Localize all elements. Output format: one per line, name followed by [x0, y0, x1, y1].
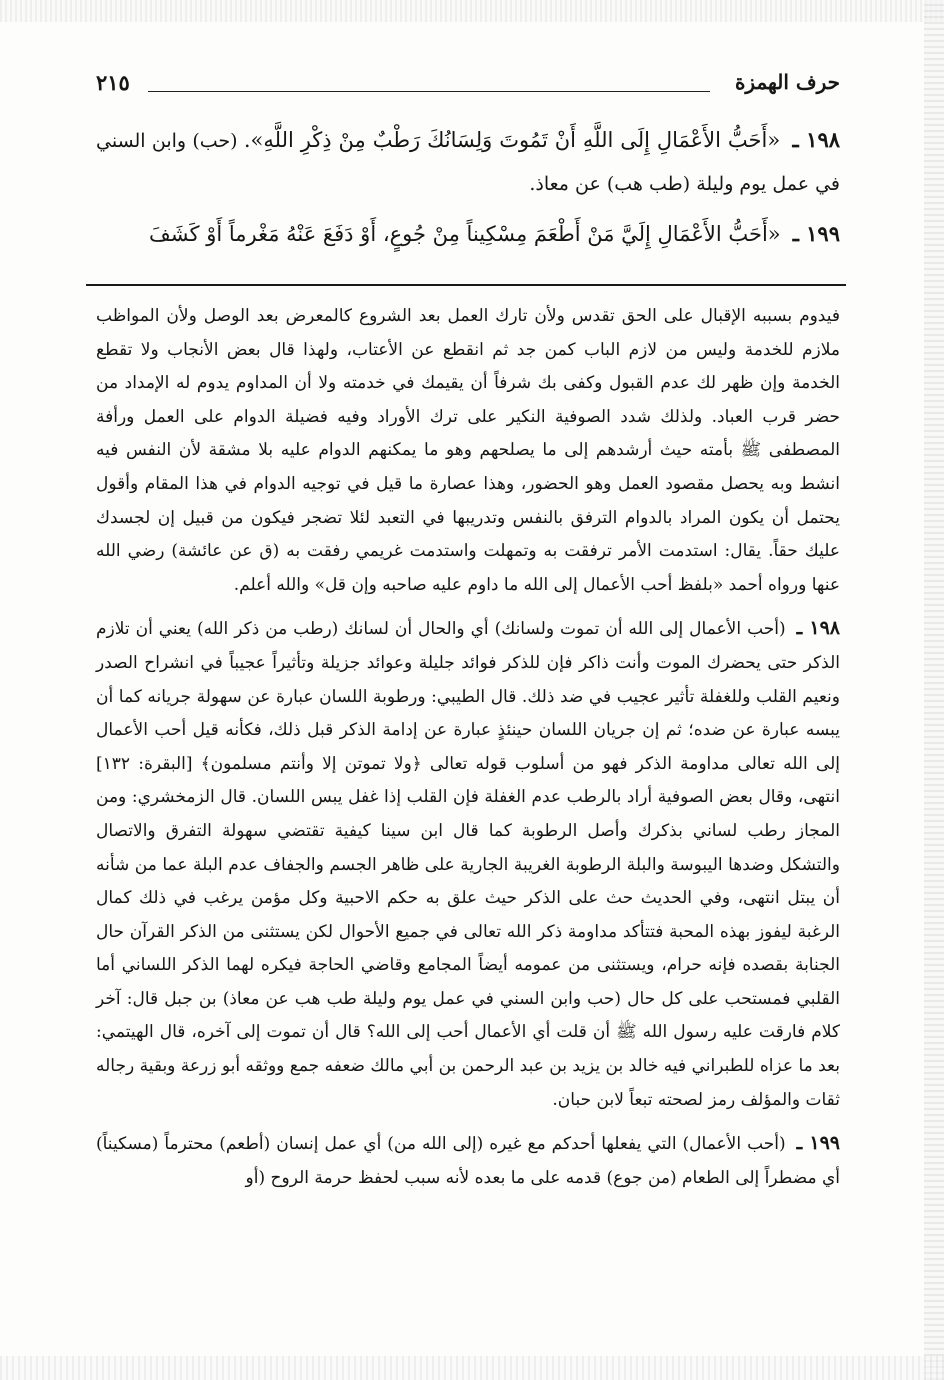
hadith-199 — [96, 212, 840, 257]
scan-edge-top — [0, 0, 944, 22]
commentary-body: (أحب الأعمال) التي يفعلها أحدكم مع غيره (إلى الله من) أي عمل إنسان (أطعم) محترماً (مسكيناً) أي مضطراً إلى الطعام (من جوع) قدمه على ما بعده لأنه سبب لحفظ حرمة الروح (أو — [96, 1134, 840, 1188]
commentary-number: ١٩٩ ـ — [796, 1132, 841, 1155]
hadith-text-section — [96, 118, 840, 263]
running-header — [96, 70, 840, 104]
commentary-body: (أحب الأعمال إلى الله أن تموت ولسانك) أي والحال أن لسانك (رطب من ذكر الله) يعني أن تلازم الذكر حتى يحضرك الموت وأنت ذاكر فإن للذكر فوائد جليلة وعوائد جزيلة وتأثيراً عجيباً في انشراح الصدر ونعيم القلب وللغفلة تأثير عجيب في ضد ذلك. قال الطيبي: ورطوبة اللسان عبارة عن سهولة جريانه كما أن يبسه عبارة عن ضده؛ ثم إن جريان اللسان حينئذٍ عبارة عن إدامة الذكر قبل ذلك، فكأنه قيل أحب الأعمال إلى الله تعالى مداومة الذكر فهو من أسلوب قوله تعالى ﴿ولا تموتن إلا وأنتم مسلمون﴾ [البقرة: ١٣٢] انتهى، وقال بعض الصوفية أراد بالرطب عدم الغفلة فإن القلب إذا غفل يبس اللسان. قال الزمخشري: ومن المجاز رطب لساني بذكرك وأصل الرطوبة كما قال ابن سينا كيفية تقتضي سهولة التفرق والاتصال والتشكل وضدها اليبوسة والبلة الرطوبة الغريبة الجارية على ظاهر الجسم والجفاف عدم البلة عما من شأنه أن يبتل انتهى، وفي الحديث حث على الذكر حيث علق به حكم الاحبية وكل مؤمن يرغب في ذلك كمال الرغبة ليفوز بهذه المحبة فتتأكد مداومة ذكر الله تعالى في جميع الأحوال لكن يستثنى من الذكر القرآن حال الجنابة بقصده فإنه حرام، ويستثنى من عمومه أيضاً المجامع وقاضي الحاجة فيكره لهما الذكر اللساني أما القلبي فمستحب على كل حال (حب وابن السني في عمل يوم وليلة طب هب عن معاذ) بن جبل قال: آخر كلام فارقت عليه رسول الله ﷺ أن قلت أي الأعمال أحب إلى الله؟ قال أن تموت إلى آخره، قال الهيتمي: بعد ما عزاه للطبراني فيه خالد بن يزيد بن عبد الرحمن بن أبي مالك ضعفه جمع ووثقه أبو زرعة وبقية رجاله ثقات والمؤلف رمز لصحته تبعاً لابن حبان. — [96, 619, 840, 1110]
scan-edge-right — [924, 0, 944, 1380]
hadith-number: ١٩٩ ـ — [792, 221, 840, 246]
scan-edge-bottom — [0, 1356, 944, 1380]
hadith-matn: «أَحَبُّ الأَعْمَالِ إِلَيَّ مَنْ أَطْعَمَ مِسْكِيناً مِنْ جُوعٍ، أَوْ دَفَعَ عَنْهُ مَغْرماً أَوْ كَشَفَ — [149, 222, 781, 246]
hadith-number: ١٩٨ ـ — [792, 127, 841, 152]
commentary-198 — [96, 612, 840, 1117]
commentary-199 — [96, 1127, 840, 1195]
commentary-continuation: فيدوم بسببه الإقبال على الحق تقدس ولأن تارك العمل بعد الشروع كالمعرض بعد الوصل ولأن المواظب ملازم للخدمة وليس من لازم الباب كمن جد ثم انقطع عن الأعتاب، ولهذا قال بعض الأنجاب ولا تقطع الخدمة وإن ظهر لك عدم القبول وكفى بك شرفاً أن يقيمك في خدمته ولا أن المداوم يدوم له الإمداد من حضر قرب العباد. ولذلك شدد الصوفية النكير على ترك الأوراد وفيه فضيلة الدوام على العمل ورأفة المصطفى ﷺ بأمته حيث أرشدهم إلى ما يصلحهم وهو ما يمكنهم الدوام عليه بلا مشقة لأن النفس فيه انشط وبه يحصل مقصود العمل وهو الحضور، وهذا عصارة ما قيل في توجيه الدوام في هذا المقام وأقول يحتمل أن يكون المراد بالدوام الترفق بالنفس وتدريبها في التعبد لئلا تضجر فيكون من قبيل إن لجسدك عليك حقاً. يقال: استدمت الأمر ترفقت به وتمهلت واستدمت غريمي رفقت به (ق عن عائشة) رضي الله عنها ورواه أحمد «بلفظ أحب الأعمال إلى الله ما داوم عليه صاحبه وإن قل» والله أعلم. — [96, 306, 840, 595]
hadith-198 — [96, 118, 840, 206]
hadith-matn: «أَحَبُّ الأَعْمَالِ إِلَى اللَّهِ أَنْ تَمُوتَ وَلِسَانُكَ رَطْبٌ مِنْ ذِكْرِ اللَّهِ». — [243, 128, 781, 152]
header-rule — [148, 91, 710, 92]
commentary-section — [96, 300, 840, 1205]
page-number: ٢١٥ — [96, 70, 130, 95]
commentary-number: ١٩٨ ـ — [796, 617, 841, 640]
chapter-title: حرف الهمزة — [734, 70, 840, 94]
hadith-source: (حب) وابن السني في عمل يوم وليلة (طب هب) عن معاذ. — [96, 130, 840, 195]
section-divider — [86, 284, 846, 286]
